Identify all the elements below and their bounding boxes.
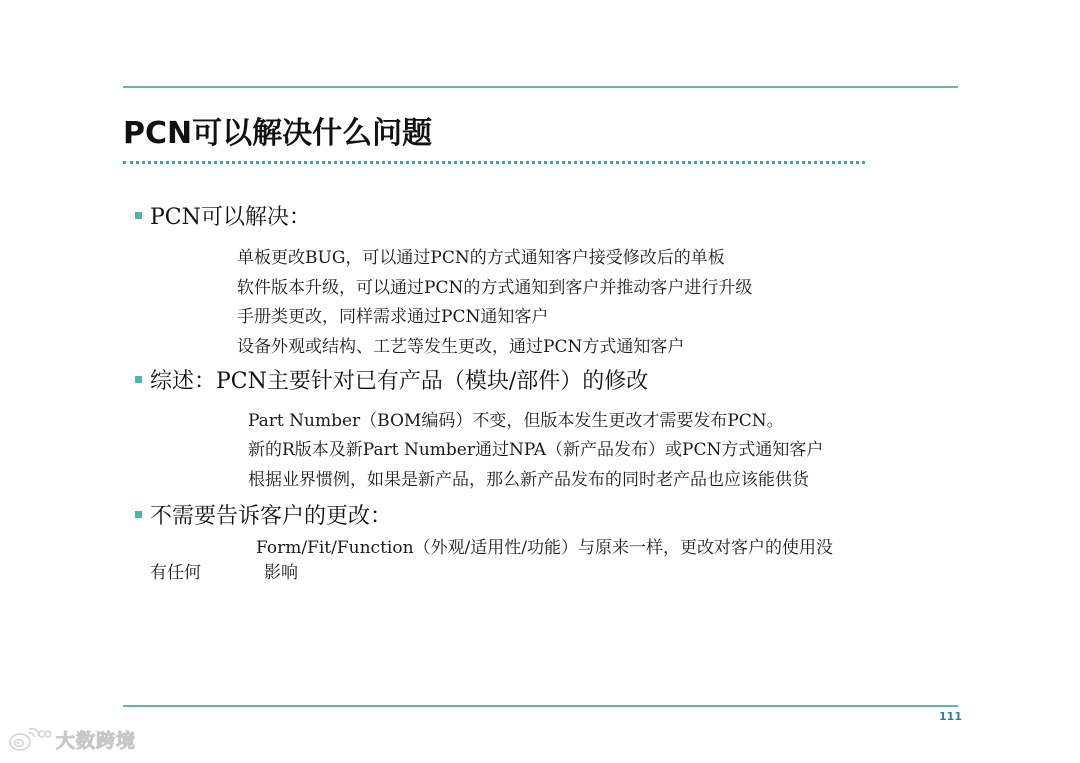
bullet-summary <box>135 367 648 397</box>
sub-item: 根据业界惯例，如果是新产品，那么新产品发布的同时老产品也应该能供货 <box>248 470 809 490</box>
weibo-logo-icon <box>8 727 52 753</box>
sub-item: 软件版本升级，可以通过PCN的方式通知到客户并推动客户进行升级 <box>237 278 753 298</box>
sub-item: 新的R版本及新Part Number通过NPA（新产品发布）或PCN方式通知客户 <box>248 440 824 460</box>
bullet-square-icon <box>135 212 142 219</box>
sub-item: 手册类更改，同样需求通过PCN通知客户 <box>237 307 549 327</box>
bullet-pcn-can-solve <box>135 203 311 233</box>
sub-item: 单板更改BUG，可以通过PCN的方式通知客户接受修改后的单板 <box>237 248 725 268</box>
sub-item-continuation: 有任何 <box>150 563 201 583</box>
top-rule-line <box>123 86 958 88</box>
sub-item-continuation: 影响 <box>264 563 298 583</box>
slide-title: PCN可以解决什么问题 <box>123 116 433 151</box>
sub-item: Form/Fit/Function（外观/适用性/功能）与原来一样，更改对客户的使用没 <box>256 538 833 558</box>
bottom-rule-line <box>123 705 958 707</box>
bullet-no-need-to-notify <box>135 502 392 532</box>
watermark <box>8 726 136 753</box>
bullet-heading: PCN可以解决： <box>150 205 311 230</box>
bullet-square-icon <box>135 511 142 518</box>
title-dotted-underline <box>123 161 865 164</box>
bullet-heading: 不需要告诉客户的更改： <box>150 504 393 529</box>
bullet-heading: 综述：PCN主要针对已有产品（模块/部件）的修改 <box>150 369 649 394</box>
page-number: 111 <box>939 710 962 723</box>
sub-item: Part Number（BOM编码）不变，但版本发生更改才需要发布PCN。 <box>248 411 784 431</box>
sub-item: 设备外观或结构、工艺等发生更改，通过PCN方式通知客户 <box>237 337 685 357</box>
bullet-square-icon <box>135 376 142 383</box>
watermark-text: 大数跨境 <box>56 730 137 752</box>
